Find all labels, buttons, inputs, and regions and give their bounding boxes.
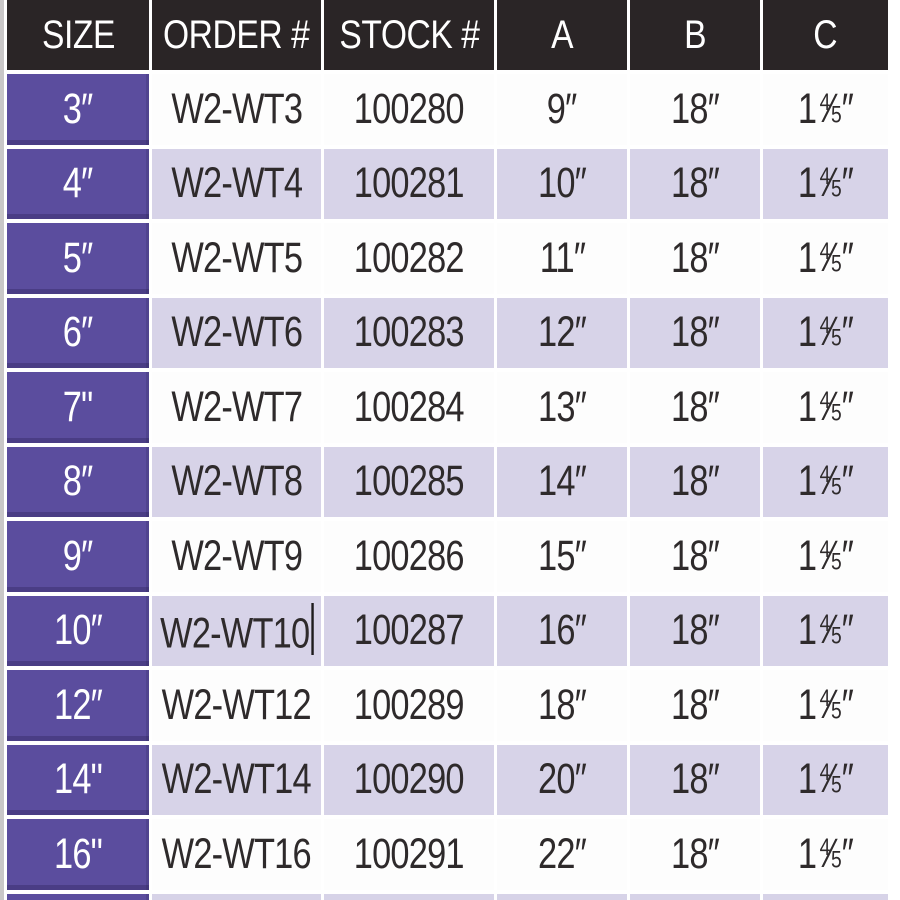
dimension-a-value: 13″ — [537, 382, 587, 431]
dimension-a-cell — [497, 298, 627, 369]
fraction-numerator: 4 — [819, 237, 830, 265]
size-spec-table — [7, 0, 888, 900]
dimension-c-value — [798, 830, 853, 879]
stock-number-value: 100281 — [354, 159, 464, 208]
table-row — [7, 372, 888, 443]
order-number-value: W2-WT14 — [161, 755, 312, 804]
order-number-cell — [152, 745, 321, 816]
inch-mark: ″ — [841, 382, 854, 431]
dimension-b-cell — [630, 447, 760, 518]
size-value: 5″ — [63, 233, 93, 282]
fraction-denominator: 5 — [831, 324, 841, 352]
stock-number-cell — [324, 596, 494, 667]
column-header-c — [763, 0, 888, 70]
dimension-c-cell — [763, 149, 888, 220]
dimension-a-cell — [497, 372, 627, 443]
dimension-a-value: 12″ — [537, 308, 587, 357]
column-header-label: SIZE — [41, 12, 115, 57]
left-edge-artifact — [0, 0, 4, 900]
table-header-row — [7, 0, 888, 70]
stock-number-value: 100291 — [354, 829, 464, 878]
dimension-b-value: 18″ — [670, 680, 720, 729]
stock-number-cell — [324, 447, 494, 518]
data-cell — [763, 894, 888, 900]
fraction-slash: ⁄ — [828, 159, 833, 206]
size-value: 8″ — [63, 457, 93, 506]
order-number-value: W2-WT8 — [171, 457, 302, 506]
dimension-b-cell — [630, 819, 760, 890]
size-cell — [7, 372, 149, 443]
order-number-cell — [152, 298, 321, 369]
table-row — [7, 745, 888, 816]
dimension-a-cell — [497, 596, 627, 667]
inch-mark: ″ — [841, 755, 854, 804]
dimension-b-value: 18″ — [670, 382, 720, 431]
order-number-value: W2-WT3 — [171, 84, 302, 133]
dimension-c-cell — [763, 223, 888, 294]
stock-number-cell — [324, 223, 494, 294]
fraction-slash: ⁄ — [828, 829, 833, 876]
size-value: 9″ — [63, 531, 93, 580]
text-cursor — [311, 603, 313, 655]
order-number-value: W2-WT12 — [161, 680, 312, 729]
dimension-a-cell — [497, 745, 627, 816]
stock-number-cell — [324, 819, 494, 890]
fraction-numerator: 4 — [819, 461, 830, 489]
dimension-b-value: 18″ — [670, 84, 720, 133]
dimension-b-cell — [630, 74, 760, 145]
stock-number-value: 100283 — [354, 308, 464, 357]
fraction-whole: 1 — [797, 84, 817, 133]
fraction-numerator: 4 — [819, 88, 830, 116]
fraction-whole: 1 — [797, 382, 817, 431]
data-cell — [630, 894, 760, 900]
fraction-denominator: 5 — [831, 250, 841, 278]
size-cell — [7, 447, 149, 518]
order-number-cell — [152, 447, 321, 518]
fraction-denominator: 5 — [831, 846, 841, 874]
dimension-b-cell — [630, 372, 760, 443]
size-value: 4″ — [63, 159, 93, 208]
size-value: 3″ — [63, 84, 93, 133]
data-cell — [152, 894, 321, 900]
dimension-b-cell — [630, 149, 760, 220]
order-number-value: W2-WT5 — [171, 233, 302, 282]
inch-mark: ″ — [841, 829, 854, 878]
fraction-whole: 1 — [797, 308, 817, 357]
order-number-value: W2-WT9 — [171, 531, 302, 580]
dimension-a-value: 10″ — [537, 159, 587, 208]
inch-mark: ″ — [841, 84, 854, 133]
column-header-label: STOCK # — [338, 12, 480, 57]
dimension-a-cell — [497, 670, 627, 741]
fraction-whole: 1 — [797, 829, 817, 878]
fraction-numerator: 4 — [819, 759, 830, 787]
fraction-numerator: 4 — [819, 386, 830, 414]
dimension-c-value — [798, 681, 853, 730]
column-header-size — [7, 0, 149, 70]
fraction-denominator: 5 — [831, 771, 841, 799]
size-cell — [7, 149, 149, 220]
dimension-c-value — [798, 606, 853, 655]
table-row — [7, 670, 888, 741]
dimension-c-value — [798, 755, 853, 804]
order-number-value: W2-WT7 — [171, 382, 302, 431]
stock-number-value: 100284 — [354, 382, 464, 431]
stock-number-value: 100280 — [354, 84, 464, 133]
size-value: 12″ — [53, 680, 103, 729]
dimension-a-value: 11″ — [539, 233, 585, 282]
size-value: 14" — [53, 755, 103, 804]
fraction-whole: 1 — [797, 531, 817, 580]
stock-number-cell — [324, 149, 494, 220]
stock-number-cell — [324, 74, 494, 145]
fraction-slash: ⁄ — [828, 606, 833, 653]
dimension-b-cell — [630, 223, 760, 294]
fraction-denominator: 5 — [831, 101, 841, 129]
fraction-slash: ⁄ — [828, 531, 833, 578]
order-number-value: W2-WT6 — [171, 308, 302, 357]
size-value: 16" — [53, 829, 103, 878]
inch-mark: ″ — [841, 457, 854, 506]
fraction-slash: ⁄ — [828, 233, 833, 280]
dimension-c-cell — [763, 74, 888, 145]
dimension-c-value — [798, 85, 853, 134]
size-cell — [7, 74, 149, 145]
order-number-value: W2-WT10 — [160, 603, 313, 658]
dimension-b-value: 18″ — [670, 531, 720, 580]
stock-number-cell — [324, 745, 494, 816]
size-value: 6″ — [63, 308, 93, 357]
dimension-b-value: 18″ — [670, 606, 720, 655]
dimension-b-cell — [630, 745, 760, 816]
dimension-b-cell — [630, 596, 760, 667]
fraction-whole: 1 — [797, 680, 817, 729]
dimension-c-value — [798, 383, 853, 432]
dimension-b-cell — [630, 521, 760, 592]
dimension-a-value: 9″ — [547, 84, 577, 133]
order-number-cell — [152, 819, 321, 890]
stock-number-value: 100289 — [354, 680, 464, 729]
column-header-label: C — [813, 12, 838, 57]
order-number-value: W2-WT4 — [171, 159, 302, 208]
inch-mark: ″ — [841, 606, 854, 655]
inch-mark: ″ — [841, 680, 854, 729]
fraction-slash: ⁄ — [828, 457, 833, 504]
fraction-numerator: 4 — [819, 684, 830, 712]
size-cell — [7, 521, 149, 592]
inch-mark: ″ — [841, 531, 854, 580]
inch-mark: ″ — [841, 308, 854, 357]
size-cell — [7, 298, 149, 369]
fraction-whole: 1 — [797, 159, 817, 208]
fraction-denominator: 5 — [831, 473, 841, 501]
dimension-c-value — [798, 308, 853, 357]
dimension-a-value: 22″ — [537, 829, 587, 878]
order-number-cell — [152, 74, 321, 145]
dimension-c-cell — [763, 447, 888, 518]
stock-number-value: 100290 — [354, 755, 464, 804]
order-number-cell — [152, 372, 321, 443]
fraction-slash: ⁄ — [828, 84, 833, 131]
fraction-slash: ⁄ — [828, 308, 833, 355]
fraction-denominator: 5 — [831, 175, 841, 203]
order-number-cell — [152, 223, 321, 294]
fraction-numerator: 4 — [819, 833, 830, 861]
inch-mark: ″ — [841, 159, 854, 208]
size-cell — [7, 223, 149, 294]
dimension-b-cell — [630, 298, 760, 369]
fraction-slash: ⁄ — [828, 382, 833, 429]
fraction-numerator: 4 — [819, 163, 830, 191]
data-cell — [324, 894, 494, 900]
fraction-denominator: 5 — [831, 622, 841, 650]
stock-number-value: 100282 — [354, 233, 464, 282]
column-header-label: A — [551, 12, 573, 57]
size-cell — [7, 819, 149, 890]
stock-number-value: 100285 — [354, 457, 464, 506]
dimension-b-value: 18″ — [670, 308, 720, 357]
order-number-cell[interactable] — [152, 596, 321, 667]
table-row-partial — [7, 894, 888, 900]
dimension-c-cell — [763, 819, 888, 890]
size-value: 10″ — [53, 606, 103, 655]
dimension-a-value: 20″ — [537, 755, 587, 804]
size-cell — [7, 596, 149, 667]
dimension-a-cell — [497, 74, 627, 145]
order-number-cell — [152, 670, 321, 741]
dimension-c-value — [798, 234, 853, 283]
stock-number-cell — [324, 372, 494, 443]
dimension-a-value: 18″ — [537, 680, 587, 729]
stock-number-cell — [324, 521, 494, 592]
dimension-b-value: 18″ — [670, 159, 720, 208]
dimension-c-cell — [763, 372, 888, 443]
table-row — [7, 298, 888, 369]
table-row — [7, 596, 888, 667]
fraction-slash: ⁄ — [828, 680, 833, 727]
table-row — [7, 819, 888, 890]
dimension-c-cell — [763, 596, 888, 667]
stock-number-value: 100286 — [354, 531, 464, 580]
dimension-b-value: 18″ — [670, 233, 720, 282]
column-header-order — [152, 0, 321, 70]
dimension-a-value: 15″ — [537, 531, 587, 580]
dimension-c-value — [798, 532, 853, 581]
column-header-label: B — [684, 12, 706, 57]
fraction-slash: ⁄ — [828, 755, 833, 802]
fraction-whole: 1 — [797, 233, 817, 282]
stock-number-cell — [324, 298, 494, 369]
order-number-cell — [152, 521, 321, 592]
table-row — [7, 447, 888, 518]
stock-number-cell — [324, 670, 494, 741]
fraction-whole: 1 — [797, 457, 817, 506]
fraction-denominator: 5 — [831, 399, 841, 427]
fraction-numerator: 4 — [819, 535, 830, 563]
column-header-stock — [324, 0, 494, 70]
column-header-b — [630, 0, 760, 70]
inch-mark: ″ — [841, 233, 854, 282]
fraction-numerator: 4 — [819, 312, 830, 340]
dimension-c-cell — [763, 521, 888, 592]
order-number-cell — [152, 149, 321, 220]
dimension-c-value — [798, 159, 853, 208]
data-cell — [497, 894, 627, 900]
column-header-a — [497, 0, 627, 70]
fraction-denominator: 5 — [831, 697, 841, 725]
dimension-c-cell — [763, 670, 888, 741]
fraction-whole: 1 — [797, 606, 817, 655]
dimension-b-value: 18″ — [670, 457, 720, 506]
dimension-c-cell — [763, 298, 888, 369]
column-header-label: ORDER # — [163, 12, 310, 57]
table-row — [7, 223, 888, 294]
dimension-c-value — [798, 457, 853, 506]
fraction-numerator: 4 — [819, 610, 830, 638]
table-row — [7, 74, 888, 145]
stock-number-value: 100287 — [354, 606, 464, 655]
dimension-b-value: 18″ — [670, 829, 720, 878]
dimension-c-cell — [763, 745, 888, 816]
dimension-b-cell — [630, 670, 760, 741]
table-row — [7, 149, 888, 220]
table-row — [7, 521, 888, 592]
fraction-whole: 1 — [797, 755, 817, 804]
dimension-a-cell — [497, 521, 627, 592]
fraction-denominator: 5 — [831, 548, 841, 576]
dimension-a-cell — [497, 447, 627, 518]
size-cell — [7, 894, 149, 900]
dimension-a-value: 14″ — [537, 457, 587, 506]
dimension-b-value: 18″ — [670, 755, 720, 804]
dimension-a-value: 16″ — [537, 606, 587, 655]
dimension-a-cell — [497, 223, 627, 294]
dimension-a-cell — [497, 149, 627, 220]
dimension-a-cell — [497, 819, 627, 890]
next-row-partial — [7, 894, 888, 900]
order-number-value: W2-WT16 — [161, 829, 312, 878]
size-cell — [7, 670, 149, 741]
size-cell — [7, 745, 149, 816]
size-value: 7" — [63, 382, 93, 431]
